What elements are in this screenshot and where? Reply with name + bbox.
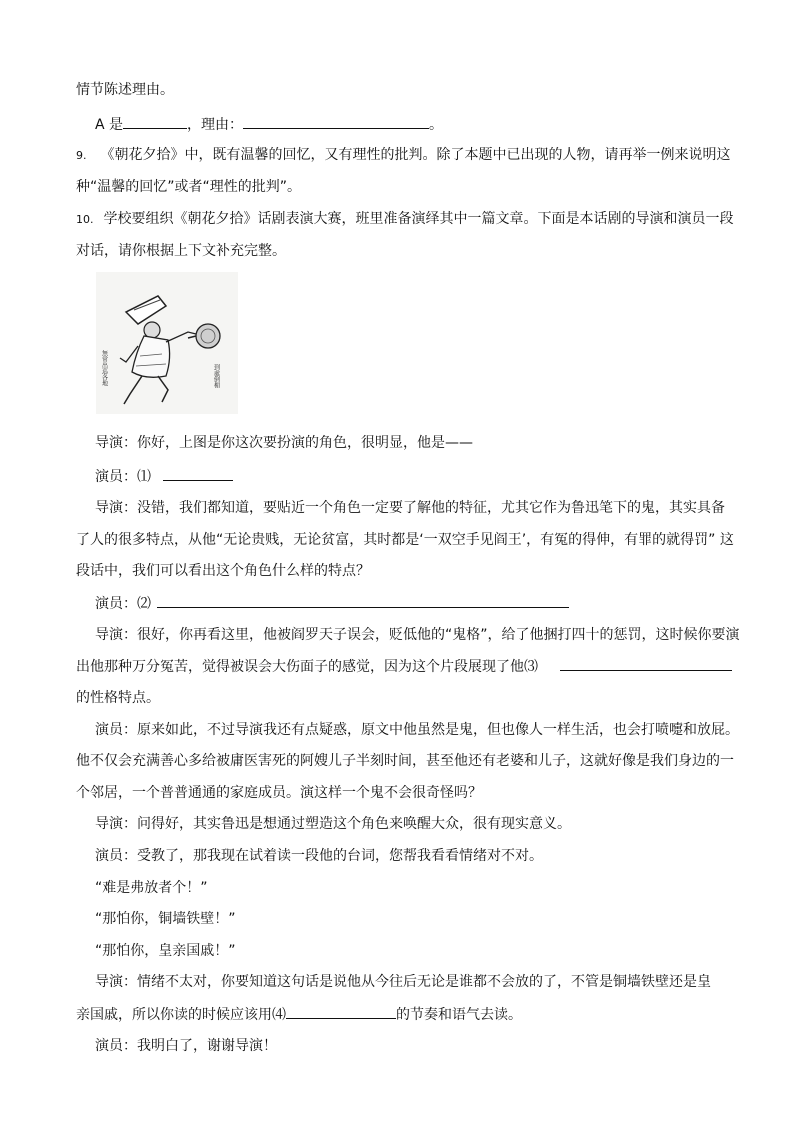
dialogue-director-5-line-1: 导演：情绪不太对，你要知道这句话是说他从今往后无论是谁都不会放的了，不管是铜墙铁壁还是皇 bbox=[95, 974, 711, 990]
answer-blank-4[interactable] bbox=[286, 1004, 396, 1019]
quote-line-1: “难是弗放者个！” bbox=[95, 880, 208, 896]
ghost-figure-drawing bbox=[96, 272, 238, 414]
question-number: 9. bbox=[76, 149, 87, 162]
dialogue-director-2-line-3: 段话中，我们可以看出这个角色什么样的特点？ bbox=[76, 563, 370, 579]
dialogue-actor-4: 演员：受教了，那我现在试着读一段他的台词，您帮我看看情绪对不对。 bbox=[95, 848, 543, 864]
quote-line-2: “那怕你，铜墙铁壁！” bbox=[95, 911, 236, 927]
answer-blank-reason[interactable] bbox=[243, 114, 429, 129]
answer-blank-3[interactable] bbox=[560, 656, 732, 671]
dialogue-actor-3-line-1: 演员：原来如此，不过导演我还有点疑惑，原文中他虽然是鬼，但也像人一样生活，也会打喷嚏和放屁。 bbox=[95, 722, 739, 738]
label-a: A 是 bbox=[95, 117, 124, 133]
question-10-line-2: 对话，请你根据上下文补充完整。 bbox=[76, 243, 286, 259]
answer-blank-1[interactable] bbox=[163, 466, 233, 481]
question-10-line-1 bbox=[76, 209, 734, 230]
actor-label: 演员：⑴ bbox=[95, 469, 151, 485]
question-number: 10. bbox=[76, 213, 94, 226]
question-9-line-1 bbox=[76, 145, 731, 166]
dialogue-director-3-line-3: 的性格特点。 bbox=[76, 690, 160, 706]
quote-line-3: “那怕你，皇亲国戚！” bbox=[95, 943, 236, 959]
dialogue-director-3-line-2 bbox=[76, 656, 732, 677]
director-text-end: 的节奏和语气去读。 bbox=[396, 1007, 522, 1023]
answer-line-a bbox=[95, 114, 443, 135]
dialogue-actor-2 bbox=[95, 593, 569, 614]
dialogue-director-2-line-1: 导演：没错，我们都知道，要贴近一个角色一定要了解他的特征，尤其它作为鲁迅笔下的鬼，其实具备 bbox=[95, 500, 725, 516]
dialogue-actor-5: 演员：我明白了，谢谢导演！ bbox=[95, 1038, 277, 1054]
answer-blank-a[interactable] bbox=[123, 114, 187, 129]
period: 。 bbox=[429, 117, 444, 133]
illustration-caption-left: 無常出巡各地 bbox=[100, 350, 108, 386]
question-text: 《朝花夕拾》中，既有温馨的回忆，又有理性的批判。除了本题中已出现的人物，请再举一例来说明这 bbox=[100, 147, 731, 163]
dialogue-director-4: 导演：问得好，其实鲁迅是想通过塑造这个角色来唤醒大众，很有现实意义。 bbox=[95, 816, 571, 832]
text-line: 情节陈述理由。 bbox=[76, 82, 174, 98]
dialogue-actor-3-line-3: 个邻居，一个普普通通的家庭成员。演这样一个鬼不会很奇怪吗？ bbox=[76, 785, 482, 801]
director-text: 出他那种万分冤苦，觉得被误会大伤面子的感觉，因为这个片段展现了他⑶ bbox=[76, 659, 538, 675]
director-text: 亲国戚，所以你读的时候应该用⑷ bbox=[76, 1007, 286, 1023]
dialogue-actor-3-line-2: 他不仅会充满善心多给被庸医害死的阿嫂儿子半刻时间，甚至他还有老婆和儿子，这就好像是我们身边的一 bbox=[76, 753, 734, 769]
dialogue-director-2-line-2: 了人的很多特点，从他“无论贵贱，无论贫富，其时都是‘一双空手见阎王’，有冤的得伸，有罪的就得罚” 这 bbox=[76, 532, 734, 548]
actor-label: 演员：⑵ bbox=[95, 596, 151, 612]
dialogue-director-3-line-1: 导演：很好，你再看这里，他被阎罗天子误会，贬低他的“鬼格”，给了他捆打四十的惩罚，这时候你要演 bbox=[95, 627, 740, 643]
illustration-caption-right: 到處倒楣 bbox=[212, 364, 220, 388]
answer-blank-2[interactable] bbox=[157, 593, 569, 608]
character-illustration bbox=[96, 272, 238, 414]
dialogue-director-5-line-2 bbox=[76, 1004, 522, 1025]
question-text: 学校要组织《朝花夕拾》话剧表演大赛，班里准备演绎其中一篇文章。下面是本话剧的导演和演员一段 bbox=[103, 211, 734, 227]
dialogue-actor-1 bbox=[95, 466, 233, 487]
label-reason: ，理由： bbox=[187, 117, 244, 133]
question-9-line-2: 种“温馨的回忆”或者“理性的批判”。 bbox=[76, 179, 302, 195]
dialogue-director-1: 导演：你好，上图是你这次要扮演的角色，很明显，他是—— bbox=[95, 435, 473, 451]
